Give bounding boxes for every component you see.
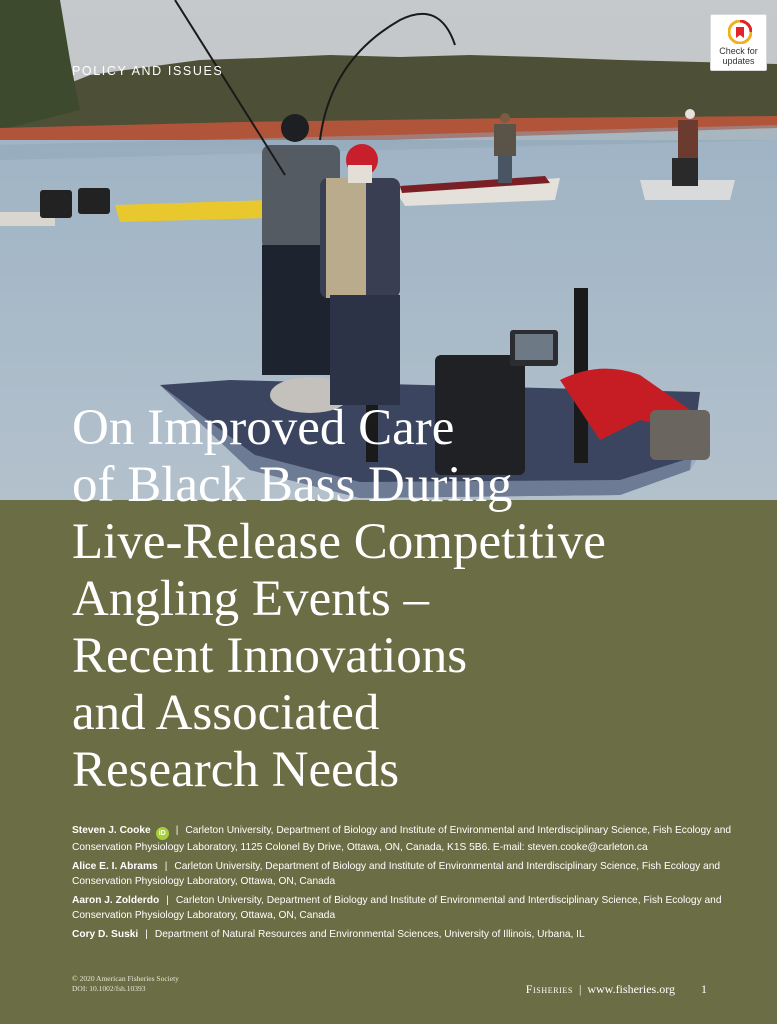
author-name[interactable]: Cory D. Suski	[72, 929, 139, 940]
journal-name: Fisheries	[525, 982, 573, 996]
author-affiliation: Carleton University, Department of Biology and Institute of Environmental and Interdisciplinary Science, Fish Ecology and Conservation Physiology Laboratory, Ottawa, ON, Canada	[72, 895, 722, 921]
journal-url[interactable]: www.fisheries.org	[587, 982, 675, 996]
title-line: of Black Bass During	[72, 457, 513, 513]
author-entry	[72, 859, 732, 889]
title-line: and Associated	[72, 685, 380, 741]
article-title	[72, 400, 752, 799]
author-affiliation: Carleton University, Department of Biology and Institute of Environmental and Interdisciplinary Science, Fish Ecology and Conservation Physiology Laboratory, Ottawa, ON, Canada	[72, 861, 721, 887]
section-label: POLICY AND ISSUES	[72, 64, 224, 78]
title-line: Angling Events –	[72, 571, 429, 627]
author-entry	[72, 893, 732, 923]
author-list	[72, 823, 732, 946]
author-entry	[72, 823, 732, 855]
author-name[interactable]: Alice E. I. Abrams	[72, 861, 158, 872]
title-line: Recent Innovations	[72, 628, 468, 684]
separator: |	[166, 895, 169, 906]
title-line: Live-Release Competitive	[72, 514, 606, 570]
title-line: On Improved Care	[72, 400, 455, 456]
author-affiliation: Carleton University, Department of Biology and Institute of Environmental and Interdisciplinary Science, Fish Ecology and Conservation Physiology Laboratory, 1125 Colonel By Drive, Ottawa, ON, Canada, K1S 5B6. E-mail: steven.cooke@carleton.ca	[72, 825, 732, 853]
copyright-block	[72, 974, 179, 994]
check-for-updates-badge[interactable]	[710, 14, 767, 71]
copyright-text: © 2020 American Fisheries Society	[72, 974, 179, 983]
page-footer	[526, 982, 707, 997]
page-number: 1	[701, 982, 707, 996]
doi-text[interactable]: DOI: 10.1002/fsh.10393	[72, 984, 146, 993]
author-affiliation: Department of Natural Resources and Environmental Sciences, University of Illinois, Urbana, IL	[154, 929, 585, 940]
separator: |	[164, 861, 168, 872]
separator: |	[145, 929, 148, 940]
badge-label: Check for updates	[719, 46, 758, 66]
author-name[interactable]: Steven J. Cooke	[72, 825, 151, 836]
author-entry	[72, 927, 732, 942]
title-line: Research Needs	[72, 742, 400, 798]
separator: |	[175, 825, 179, 836]
separator: |	[578, 982, 582, 996]
crossmark-icon	[728, 20, 752, 44]
author-name[interactable]: Aaron J. Zolderdo	[72, 895, 160, 906]
orcid-icon[interactable]: iD	[156, 827, 169, 840]
